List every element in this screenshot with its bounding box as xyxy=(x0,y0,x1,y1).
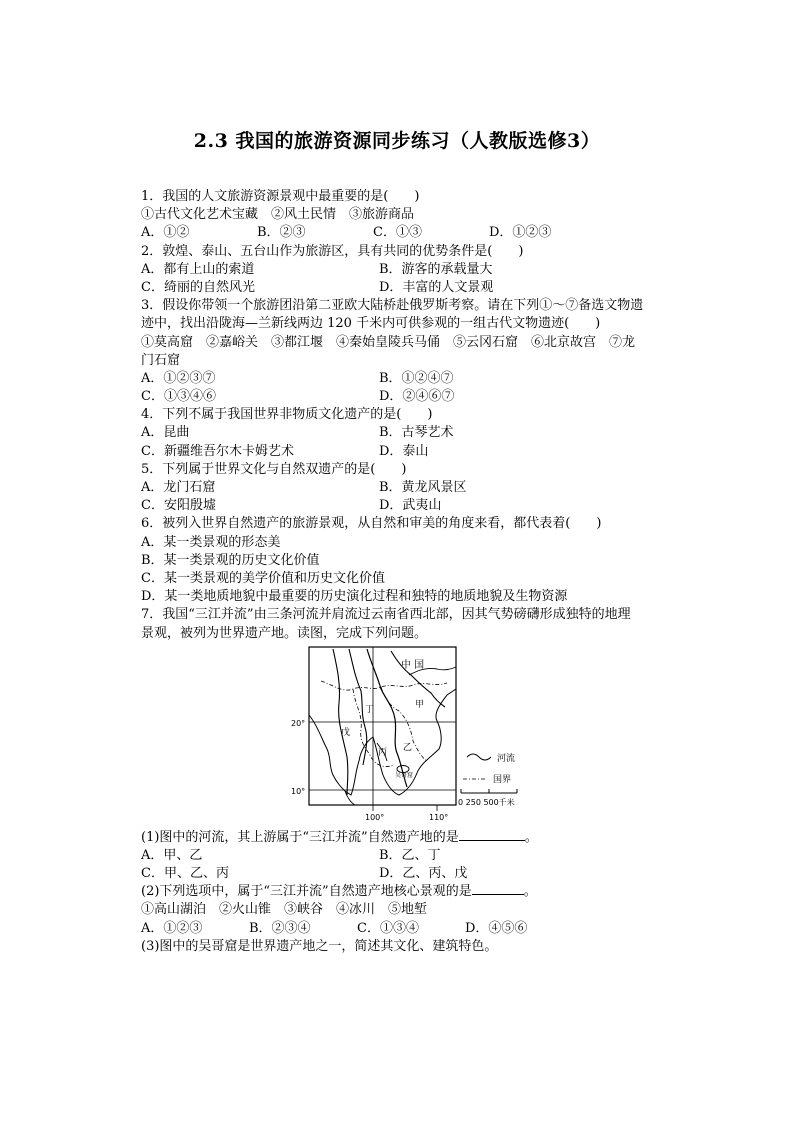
q7-p1-option-b: B．乙、丁 xyxy=(379,847,441,863)
lon-100-label: 100° xyxy=(365,812,385,822)
q5-options-row2 xyxy=(141,497,681,515)
lat-20-label: 20° xyxy=(291,718,306,728)
q6-stem: 6．被列入世界自然遗产的旅游景观，从自然和审美的角度来看，都代表着( ) xyxy=(141,516,602,532)
q7-p1-option-d: D．乙、丙、戊 xyxy=(379,866,468,882)
q5-options-row1 xyxy=(141,479,681,497)
q2-options-row2 xyxy=(141,279,681,297)
q7-p2-option-a: A．①②③ xyxy=(141,920,203,936)
q4-option-a: A．昆曲 xyxy=(141,425,190,441)
q4-option-c: C．新疆维吾尔木卡姆艺术 xyxy=(141,443,294,459)
exercise-body xyxy=(141,188,681,956)
q1-items: ①古代文化艺术宝藏 ②风土民情 ③旅游商品 xyxy=(141,207,415,223)
q3-items-line2: 门石窟 xyxy=(141,352,181,368)
legend-river-label: 河流 xyxy=(497,753,516,764)
q3-stem-line1: 3．假设你带领一个旅游团沿第二亚欧大陆桥赴俄罗斯考察。请在下列①～⑦备选文物遗 xyxy=(141,298,644,314)
map-label-bing: 丙 xyxy=(378,747,388,758)
q4-option-d: D．泰山 xyxy=(379,443,429,459)
map-label-jia: 甲 xyxy=(415,699,425,710)
q2-options-row1 xyxy=(141,261,681,279)
q7-p1-option-c: C．甲、乙、丙 xyxy=(141,866,229,882)
q3-items-line1: ①莫高窟 ②嘉峪关 ③都江堰 ④秦始皇陵兵马俑 ⑤云冈石窟 ⑥北京故宫 ⑦龙 xyxy=(141,334,636,350)
q3-option-c: C．①③④⑥ xyxy=(141,389,216,405)
q5-option-a: A．龙门石窟 xyxy=(141,480,216,495)
map-label-wu: 戊 xyxy=(341,727,351,738)
q1-options xyxy=(141,224,681,242)
q7-stem-line2: 景观，被列为世界遗产地。读图，完成下列问题。 xyxy=(141,625,428,641)
q2-option-d: D．丰富的人文景观 xyxy=(379,279,494,295)
q3-stem-line2: 迹中，找出沿陇海—兰新线两边 120 千米内可供参观的一组古代文物遗迹( ) xyxy=(141,316,601,332)
q2-option-a: A．都有上山的索道 xyxy=(141,261,255,277)
q7-p2-option-c: C．①③④ xyxy=(357,920,419,936)
q4-stem: 4．下列不属于我国世界非物质文化遗产的是( ) xyxy=(141,407,433,423)
q7-part1-stem: (1)图中的河流，其上游属于“三江并流”自然遗产地的是 。 xyxy=(141,829,538,845)
map-label-ding: 丁 xyxy=(365,704,375,715)
coastline xyxy=(309,689,456,795)
q4-option-b: B．古琴艺术 xyxy=(379,425,454,441)
q7-stem-line1: 7．我国“三江并流”由三条河流并肩流过云南省西北部，因其气势磅礴形成独特的地理 xyxy=(141,607,631,623)
lon-110-label: 110° xyxy=(429,812,449,822)
legend-river-symbol xyxy=(467,754,491,760)
legend-border-label: 国界 xyxy=(493,774,512,785)
q5-option-b: B．黄龙风景区 xyxy=(379,480,467,495)
q7-p2-option-d: D．④⑤⑥ xyxy=(465,920,528,936)
q1-option-a: A．①② xyxy=(141,225,190,241)
q4-options-row1 xyxy=(141,424,681,442)
q7-p2-option-b: B．②③④ xyxy=(249,920,311,936)
q4-options-row2 xyxy=(141,443,681,461)
q7-part2-items: ①高山湖泊 ②火山锥 ③峡谷 ④冰川 ⑤地堑 xyxy=(141,902,428,918)
q7-part3-stem: (3)图中的吴哥窟是世界遗产地之一，简述其文化、建筑特色。 xyxy=(141,938,498,954)
q1-stem: 1．我国的人文旅游资源景观中最重要的是( ) xyxy=(141,189,420,204)
q1-option-b: B．②③ xyxy=(257,225,306,241)
answer-blank-1[interactable] xyxy=(459,829,525,841)
page-title: 2.3 我国的旅游资源同步练习（人教版选修3） xyxy=(193,130,601,152)
q5-stem: 5．下列属于世界文化与自然双遗产的是( ) xyxy=(141,461,407,477)
answer-blank-2[interactable] xyxy=(472,883,524,895)
q7-map-figure xyxy=(141,645,681,823)
scale-label: 0 250 500千米 xyxy=(458,797,515,807)
q2-option-c: C．绮丽的自然风光 xyxy=(141,279,255,295)
q3-option-d: D．②④⑥⑦ xyxy=(379,389,455,405)
q7-part2-options xyxy=(141,920,681,938)
q2-stem: 2．敦煌、泰山、五台山作为旅游区，具有共同的优势条件是( ) xyxy=(141,243,524,259)
q1-option-c: C．①③ xyxy=(373,225,422,241)
q3-options-row1 xyxy=(141,370,681,388)
mekong-map xyxy=(141,645,681,823)
q6-option-c: C．某一类景观的美学价值和历史文化价值 xyxy=(141,570,385,586)
q7-part1-options-row2 xyxy=(141,865,681,883)
map-label-angkor: 吴哥窟 xyxy=(395,771,414,779)
q3-option-a: A．①②③⑦ xyxy=(141,370,216,386)
q6-option-a: A．某一类景观的形态美 xyxy=(141,534,281,550)
map-label-yi: 乙 xyxy=(403,742,413,753)
map-label-china: 中 国 xyxy=(401,659,425,671)
q7-part1-options-row1 xyxy=(141,847,681,865)
q7-p1-option-a: A．甲、乙 xyxy=(141,847,203,863)
map-frame xyxy=(309,647,456,805)
q2-option-b: B．游客的承载量大 xyxy=(379,261,493,277)
lat-10-label: 10° xyxy=(291,786,306,796)
q6-option-b: B．某一类景观的历史文化价值 xyxy=(141,552,320,568)
q3-options-row2 xyxy=(141,388,681,406)
q1-option-d: D．①②③ xyxy=(489,225,552,241)
q5-option-c: C．安阳殷墟 xyxy=(141,498,216,514)
q7-part2-stem: (2)下列选项中，属于“三江并流”自然遗产地核心景观的是 。 xyxy=(141,884,537,900)
q3-option-b: B．①②④⑦ xyxy=(379,370,454,386)
q5-option-d: D．武夷山 xyxy=(379,498,442,514)
q6-option-d: D．某一类地质地貌中最重要的历史演化过程和独特的地质地貌及生物资源 xyxy=(141,589,568,605)
